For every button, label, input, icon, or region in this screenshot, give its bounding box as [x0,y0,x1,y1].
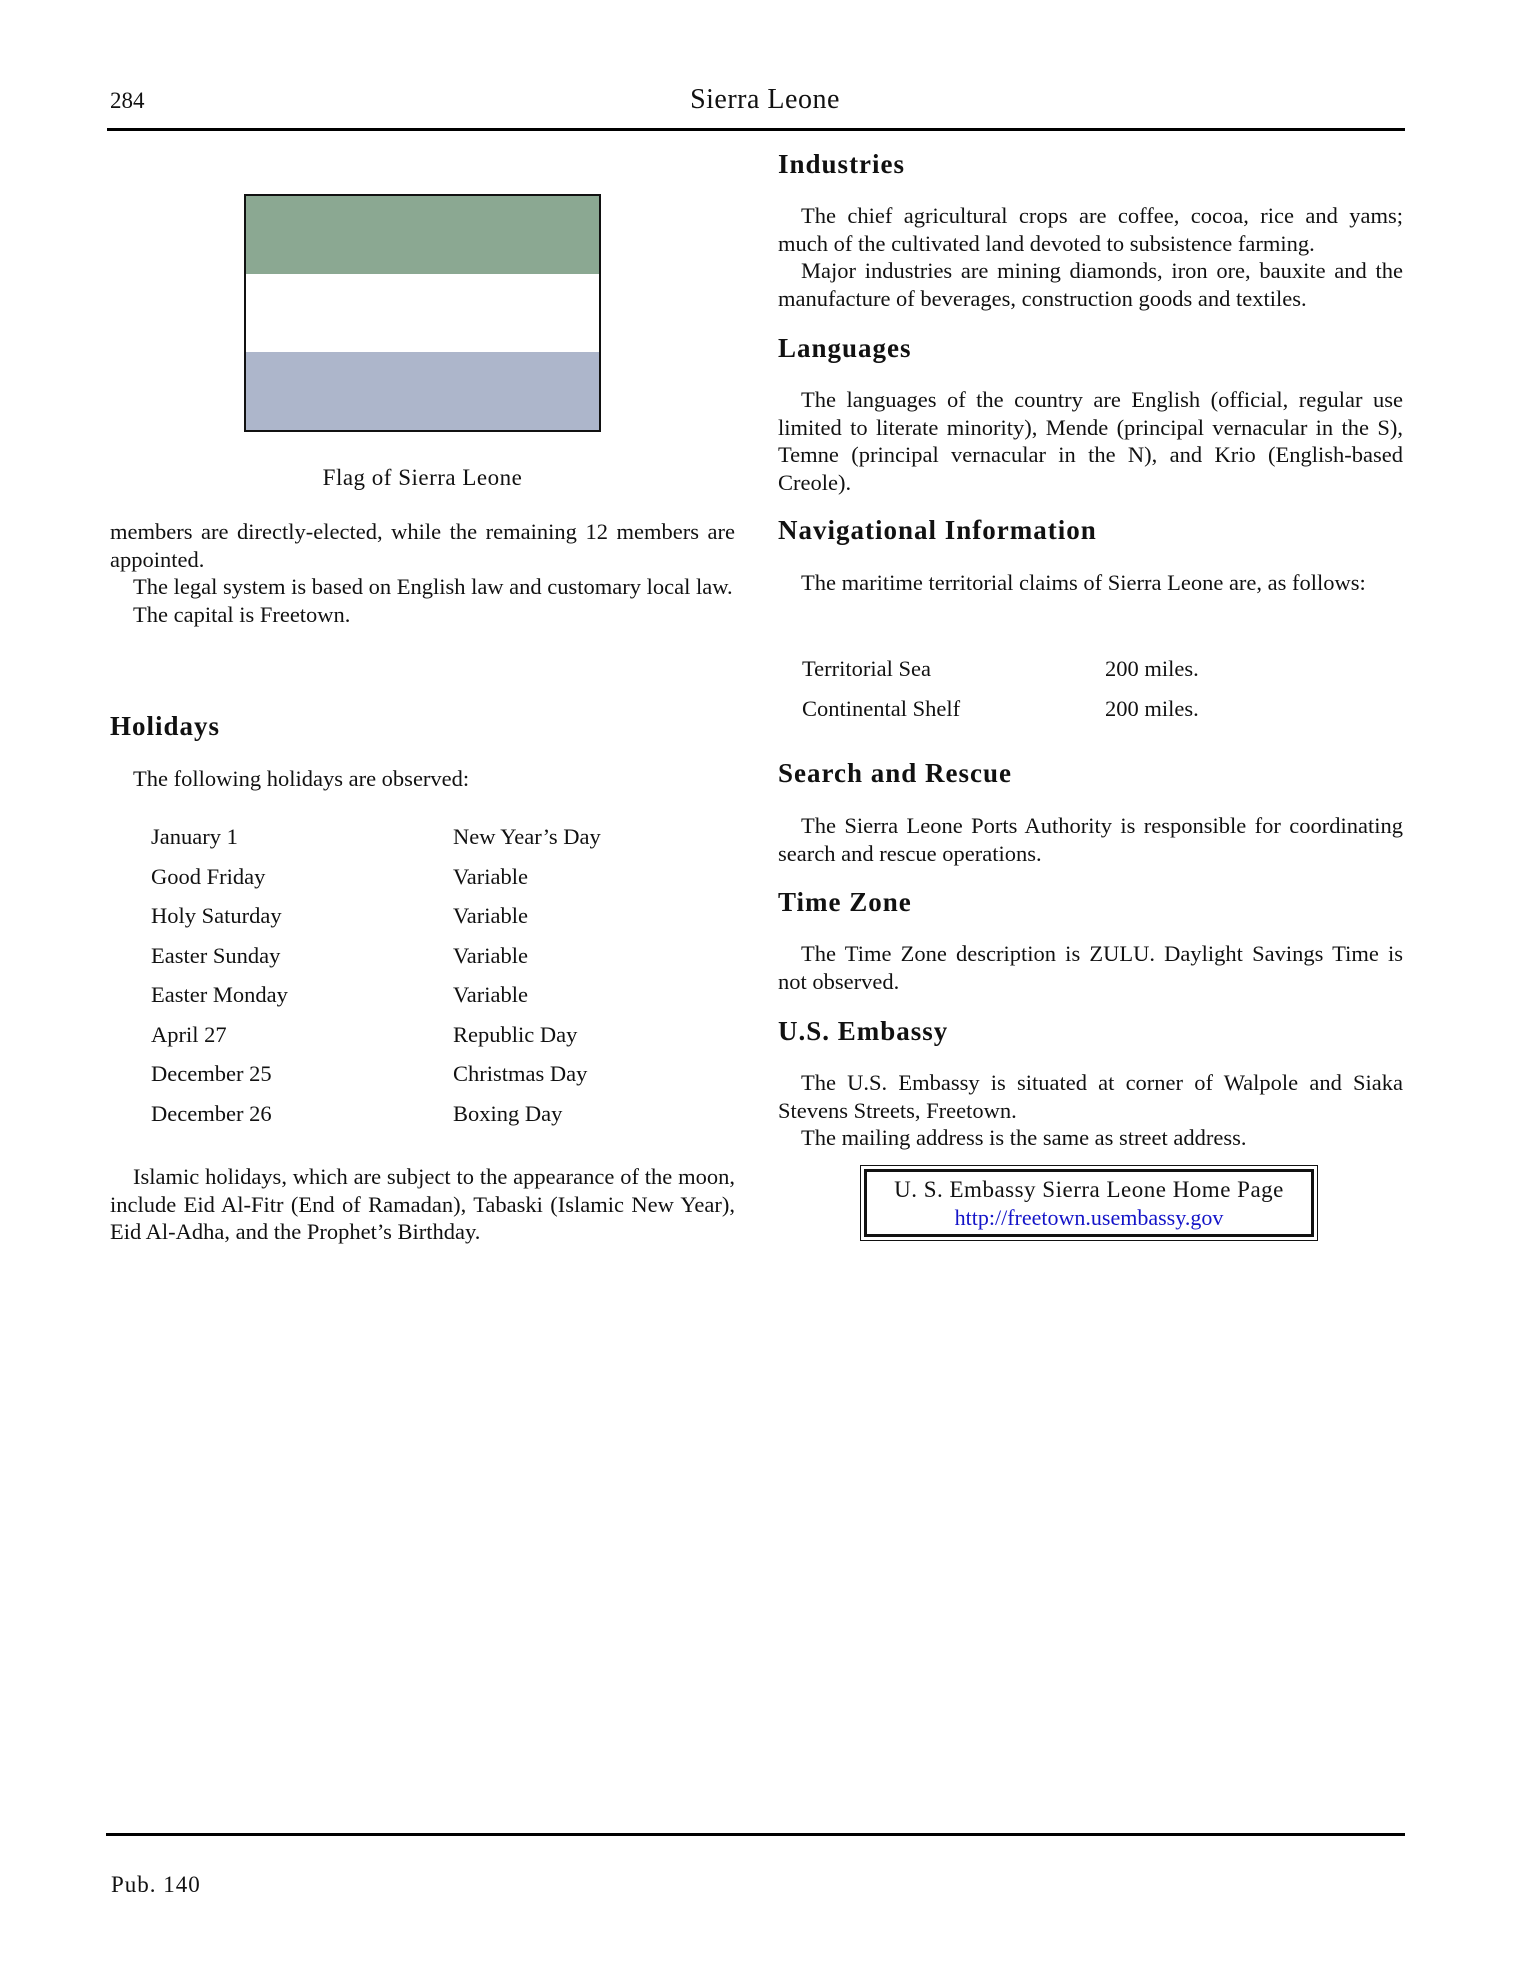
languages-section [778,332,1403,364]
embassy-link-box-inner [864,1169,1314,1237]
holiday-name: Variable [453,942,528,968]
languages-body [778,386,1403,496]
table-row [151,943,711,983]
table-row [151,1061,711,1101]
footer-rule [106,1833,1405,1836]
table-row [151,982,711,1022]
table-row [151,824,711,864]
search-rescue-body [778,812,1403,867]
claim-value: 200 miles. [1105,656,1199,681]
holiday-name: Variable [453,903,528,928]
table-row [802,656,1362,696]
time-zone-body [778,940,1403,995]
claim-label: Continental Shelf [802,695,961,721]
holiday-date: Easter Monday [151,982,288,1007]
holiday-date: January 1 [151,824,238,849]
paragraph: The maritime territorial claims of Sierra Leone are, as follows: [801,570,1366,595]
embassy-homepage-link[interactable]: http://freetown.usembassy.gov [954,1205,1224,1230]
section-heading-us-embassy: U.S. Embassy [778,1016,949,1046]
navigation-section [778,514,1403,546]
holidays-table [151,824,711,1140]
paragraph: The Sierra Leone Ports Authority is responsible for coordinating search and rescue operations. [778,813,1403,866]
embassy-link-box [860,1165,1318,1241]
holidays-intro: The following holidays are observed: [133,766,470,791]
table-row [151,864,711,904]
industries-body [778,202,1403,312]
government-continuation [110,518,735,628]
paragraph: The mailing address is the same as street address. [801,1125,1247,1150]
flag-of-sierra-leone [244,194,601,432]
section-heading-navigational-information: Navigational Information [778,515,1097,545]
table-row [802,696,1362,736]
holiday-date: December 26 [151,1100,272,1126]
table-row [151,903,711,943]
paragraph: Major industries are mining diamonds, iron ore, bauxite and the manufacture of beverages, construction goods and textiles. [778,258,1403,311]
claim-value: 200 miles. [1105,695,1199,721]
header-rule [107,128,1405,131]
table-row [151,1022,711,1062]
holiday-date: December 25 [151,1061,272,1086]
running-title: Sierra Leone [690,84,840,115]
table-row [151,1101,711,1141]
holiday-name: Republic Day [453,1021,578,1047]
industries-section [778,148,1403,180]
holidays-section [110,710,735,742]
islamic-holidays-note: Islamic holidays, which are subject to the appearance of the moon, include Eid Al-Fitr (End of Ramadan), Tabaski (Islamic New Year), Eid Al-Adha, and the Prophet’s Birthday. [110,1164,735,1244]
paragraph: The capital is Freetown. [133,601,351,627]
flag-stripe-green [246,196,599,274]
maritime-claims-table [802,656,1362,735]
navigation-body [778,569,1403,597]
search-rescue-section [778,757,1403,789]
section-heading-time-zone: Time Zone [778,887,912,917]
holiday-date: April 27 [151,1021,227,1047]
section-heading-holidays: Holidays [110,711,221,741]
flag-stripe-blue [246,352,599,430]
flag-stripe-white [246,274,599,352]
islamic-holidays-note-wrap [110,1163,735,1246]
holiday-name: Variable [453,863,528,889]
holiday-name: Variable [453,982,528,1007]
paragraph: members are directly-elected, while the remaining 12 members are appointed. [110,519,735,572]
holiday-name: Boxing Day [453,1100,563,1126]
paragraph: The languages of the country are English (official, regular use limited to literate minority), Mende (principal vernacular in the S), Temne (principal vernacular in the N), and Krio (English-based Creole). [778,387,1403,495]
time-zone-section [778,886,1403,918]
flag-caption: Flag of Sierra Leone [322,465,523,490]
section-heading-search-and-rescue: Search and Rescue [778,758,1013,788]
publication-label: Pub. 140 [111,1872,201,1897]
embassy-link-title: U. S. Embassy Sierra Leone Home Page [894,1177,1284,1202]
holiday-date: Easter Sunday [151,942,281,968]
holiday-date: Holy Saturday [151,903,282,928]
section-heading-industries: Industries [778,149,906,179]
holiday-name: New Year’s Day [453,824,601,849]
holiday-date: Good Friday [151,863,266,889]
claim-label: Territorial Sea [802,656,931,681]
paragraph: The legal system is based on English law and customary local law. [133,574,733,599]
page-number: 284 [110,88,145,113]
paragraph: The chief agricultural crops are coffee, cocoa, rice and yams; much of the cultivated land devoted to subsistence farming. [778,203,1403,256]
embassy-body [778,1069,1403,1152]
embassy-section [778,1015,1403,1047]
paragraph: The Time Zone description is ZULU. Daylight Savings Time is not observed. [778,941,1403,994]
holiday-name: Christmas Day [453,1061,588,1086]
holidays-intro-wrap [110,765,735,793]
paragraph: The U.S. Embassy is situated at corner of Walpole and Siaka Stevens Streets, Freetown. [778,1070,1403,1123]
section-heading-languages: Languages [778,333,912,363]
